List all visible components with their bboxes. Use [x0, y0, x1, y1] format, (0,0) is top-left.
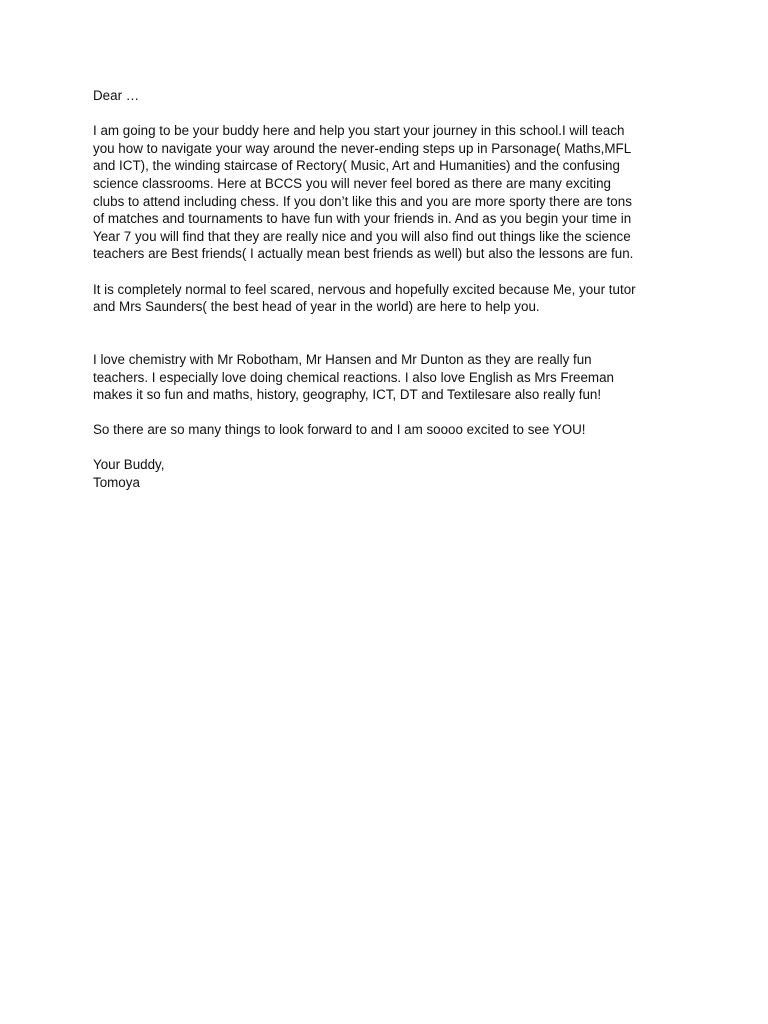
letter-signature: Tomoya: [93, 475, 140, 491]
paragraph-intro: I am going to be your buddy here and help you start your journey in this school.I will teach you how to navigate your way around the never-ending steps up in Parsonage( Maths,MFL and ICT), the winding staircase of Rectory( Music, Art and Humanities) and the confusing science classrooms. Here at BCCS you will never feel bored as there are many exciting clubs to attend including chess. If you don’t like this and you are more sporty there are tons of matches and tournaments to have fun with your friends in. And as you begin your time in Year 7 you will find that they are really nice and you will also find out things like the science teachers are Best friends( I actually mean best friends as well) but also the lessons are fun.: [93, 123, 634, 262]
paragraph-reassurance: It is completely normal to feel scared, nervous and hopefully excited because Me, your tutor and Mrs Saunders( the best head of year in the world) are here to help you.: [93, 281, 636, 315]
paragraph-looking-forward: So there are so many things to look forward to and I am soooo excited to see YOU!: [93, 422, 586, 438]
letter-body: [93, 87, 683, 492]
letter-greeting: Dear …: [93, 88, 140, 103]
letter-closing: Your Buddy,: [93, 457, 165, 473]
paragraph-favourite-subjects: I love chemistry with Mr Robotham, Mr Hansen and Mr Dunton as they are really fun teachers. I especially love doing chemical reactions. I also love English as Mrs Freeman makes it so fun and maths, history, geography, ICT, DT and Textilesare also really fun!: [93, 351, 614, 403]
